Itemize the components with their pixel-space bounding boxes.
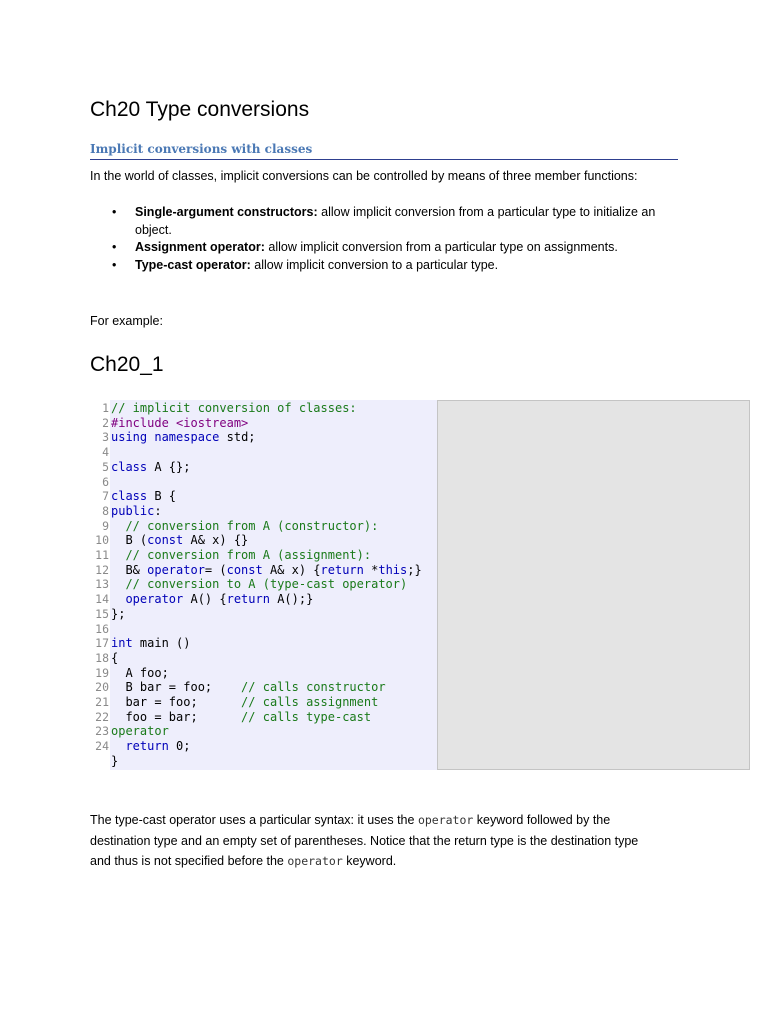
line-number: 4 [102,445,109,460]
closing-text: keyword. [342,854,397,868]
line-number: 17 [95,636,109,651]
section-heading: Implicit conversions with classes [90,142,678,160]
line-number: 19 [95,665,109,680]
bullet-icon: • [112,240,117,254]
code-token: A foo; [111,665,169,680]
code-token: bar = foo; [111,695,242,710]
line-number: 9 [102,518,109,533]
code-token: }; [111,606,126,621]
closing-text: keyword followed by the [473,813,611,827]
bullet-text-continued: object. [135,222,172,237]
code-block [111,401,422,769]
code-token: // calls assignment [241,695,379,710]
code-token: A {}; [147,459,191,474]
code-line [111,651,118,665]
bullet-term: Single-argument constructors: [135,205,318,219]
list-item [90,204,690,239]
example-heading: Ch20_1 [90,353,164,376]
code-line [111,533,248,547]
example-lead: For example: [90,314,163,328]
code-line [111,504,162,518]
code-token [111,577,125,591]
closing-text: and thus is not specified before the [90,854,288,868]
code-line [111,519,378,533]
inline-code: operator [287,854,343,868]
code-token: ;} [407,562,422,577]
code-token: A& x) {} [183,533,249,548]
code-token: 0; [168,739,191,754]
line-number: 8 [102,503,109,518]
code-line [111,680,386,694]
line-number: 13 [95,577,109,592]
closing-text: The type-cast operator uses a particular syntax: it uses the [90,813,418,827]
page-title: Ch20 Type conversions [90,98,310,121]
code-token: const [226,562,263,577]
line-number: 11 [95,548,109,563]
line-number: 6 [102,474,109,489]
code-token [111,548,125,562]
code-token: return [226,592,270,607]
code-token: return [320,562,364,577]
code-token: // calls constructor [241,680,386,695]
line-number: 14 [95,592,109,607]
code-token: operator [147,562,205,577]
code-token: class [111,459,148,474]
code-token: #include <iostream> [111,415,249,430]
bullet-text: allow implicit conversion to a particular type. [250,257,499,272]
code-token: B bar = foo; [111,680,242,695]
code-token: foo = bar; [111,709,242,724]
line-number: 2 [102,415,109,430]
code-token: // conversion from A (assignment): [125,548,372,563]
code-token: namespace [154,430,220,445]
line-number: 10 [95,533,109,548]
line-number: 3 [102,430,109,445]
intro-paragraph: In the world of classes, implicit conversions can be controlled by means of three member functions: [90,169,638,183]
line-number: 15 [95,606,109,621]
list-item [90,257,690,275]
code-token: // conversion to A (type-cast operator) [125,577,408,592]
code-token: return [125,739,169,754]
code-token: B& [111,562,148,577]
bullet-icon: • [112,205,117,219]
code-token: // calls type-cast [241,709,372,724]
list-item [90,239,690,257]
code-line [111,460,190,474]
code-line [111,430,256,444]
code-token: B ( [111,533,148,548]
code-line [111,592,313,606]
bullet-list [90,204,690,274]
code-token: main () [132,636,191,651]
code-token: std; [219,430,256,445]
line-number: 16 [95,621,109,636]
line-number: 24 [95,739,109,754]
line-number: 1 [102,401,109,415]
bullet-text: allow implicit conversion from a particular type on assignments. [264,240,618,254]
code-line [111,739,191,753]
code-token: A& x) { [262,562,321,577]
closing-paragraph [90,810,690,872]
code-token: operator [111,724,169,739]
code-line [111,636,190,650]
code-token: const [147,533,184,548]
line-number: 18 [95,650,109,665]
line-number: 20 [95,680,109,695]
code-line [111,724,169,738]
code-line [111,489,176,503]
line-number: 5 [102,459,109,474]
code-token [111,519,125,533]
code-token: B { [147,489,177,504]
bullet-icon: • [112,257,117,272]
code-token: * [363,562,379,577]
code-line [111,754,118,768]
code-line [111,577,407,591]
code-token: // conversion from A (constructor): [125,518,379,533]
code-token: { [111,650,119,665]
code-token: = ( [204,562,227,577]
code-token: this [378,562,408,577]
code-token: public [111,503,155,518]
code-line [111,548,371,562]
code-line [111,710,371,724]
line-number: 22 [95,709,109,724]
line-number: 7 [102,489,109,504]
code-token: class [111,489,148,504]
code-line [111,401,357,415]
code-token: using [111,430,148,445]
code-line [111,695,378,709]
line-number: 21 [95,695,109,710]
code-line [111,607,125,621]
code-token: A() { [183,592,227,607]
line-number: 23 [95,724,109,739]
code-token: } [111,753,119,768]
code-token: // implicit conversion of classes: [111,401,357,415]
line-numbers [88,401,109,754]
bullet-term: Assignment operator: [135,240,265,254]
code-line [111,666,169,680]
inline-code: operator [417,813,474,827]
closing-text: destination type and an empty set of parentheses. Notice that the return type is the destination type [90,833,639,848]
line-number: 12 [95,562,109,577]
code-token: : [154,503,162,518]
bullet-term: Type-cast operator: [135,257,251,272]
code-token [111,739,125,753]
code-line [111,563,422,577]
code-token [111,592,125,606]
bullet-text: allow implicit conversion from a particular type to initialize an [317,205,656,219]
code-line [111,416,248,430]
code-token: int [111,636,133,651]
code-token: A();} [269,592,314,607]
code-token: operator [125,592,184,607]
